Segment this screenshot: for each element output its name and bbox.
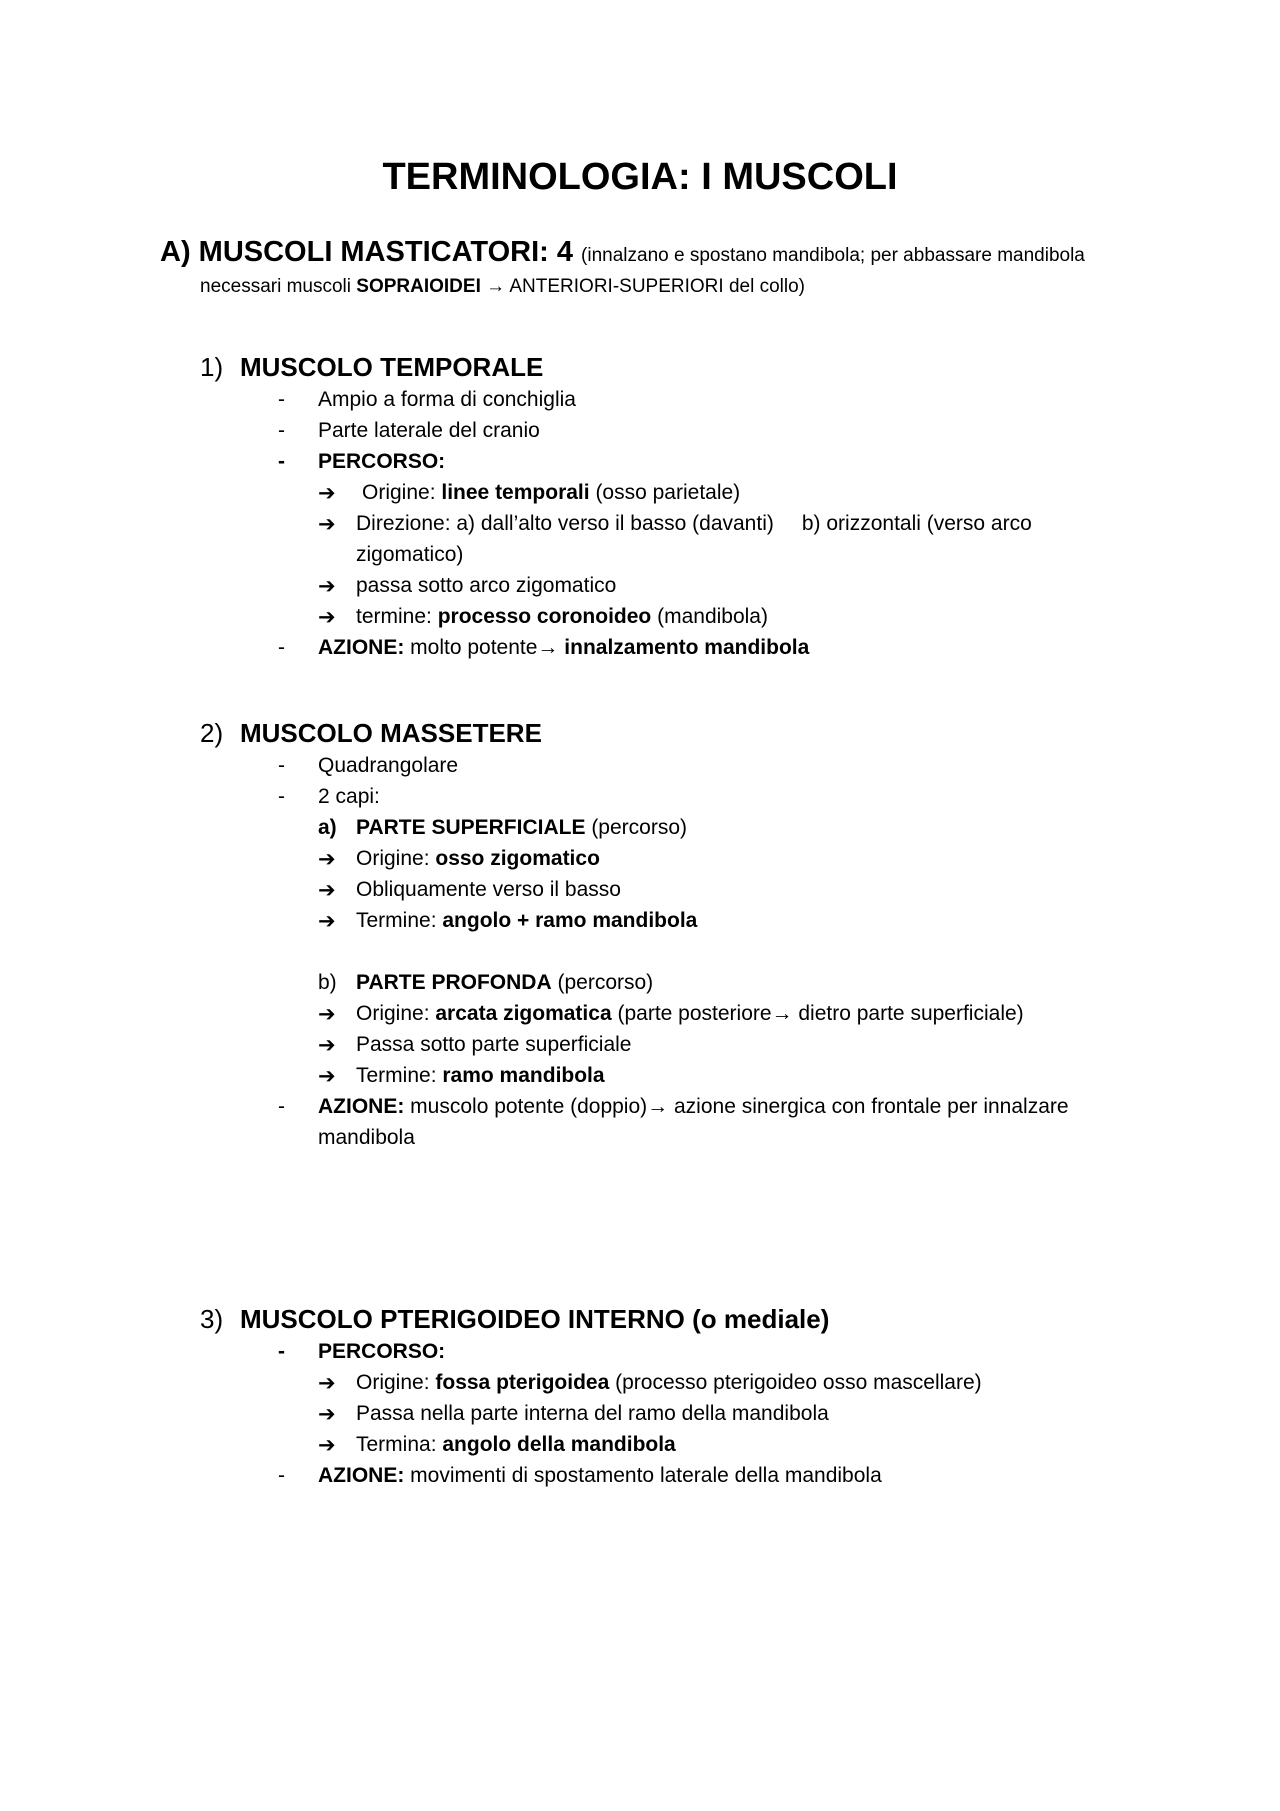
section-a-note: (innalzano e spostano mandibola; per abbassare mandibola [581, 245, 1085, 266]
m1-termination: termine: processo coronoideo (mandibola) [356, 605, 768, 628]
page-title: TERMINOLOGIA: I MUSCOLI [382, 156, 898, 198]
arrow-icon: ➔ [318, 1403, 336, 1426]
m1-percorso-label: PERCORSO: [318, 450, 446, 473]
m3-action: AZIONE: movimenti di spostamento laterale della mandibola [318, 1464, 882, 1487]
bullet-dash: - [278, 785, 285, 808]
m2-item: 2 capi: [318, 785, 380, 808]
bullet-dash: - [278, 1095, 285, 1118]
arrow-icon: ➔ [318, 575, 336, 598]
m2-part-deep: PARTE PROFONDA (percorso) [356, 971, 654, 994]
m2-sup-termination: Termine: angolo + ramo mandibola [356, 909, 698, 932]
arrow-icon: ➔ [318, 879, 336, 902]
bullet-dash: - [278, 636, 285, 659]
section-a-heading: A) MUSCOLI MASTICATORI: 4 (innalzano e spostano mandibola; per abbassare mandibola [160, 236, 1085, 268]
sublist-label: a) [318, 816, 337, 839]
arrow-icon: ➔ [318, 482, 336, 505]
m1-item: Parte laterale del cranio [318, 419, 540, 442]
m2-item: Quadrangolare [318, 754, 459, 777]
bullet-dash: - [278, 1464, 285, 1487]
arrow-icon: ➔ [318, 606, 336, 629]
bullet-dash: - [278, 1340, 285, 1363]
m1-path: passa sotto arco zigomatico [356, 574, 617, 597]
m1-direction-cont: zigomatico) [356, 543, 464, 566]
arrow-icon: ➔ [318, 1372, 336, 1395]
arrow-icon: ➔ [318, 848, 336, 871]
m1-origin: Origine: linee temporali (osso parietale) [362, 481, 741, 504]
arrow-icon: ➔ [318, 910, 336, 933]
section-a-note-continued: necessari muscoli SOPRAIOIDEI → ANTERIORI-SUPERIORI del collo) [200, 276, 805, 297]
m2-deep-termination: Termine: ramo mandibola [356, 1064, 605, 1087]
arrow-icon: ➔ [318, 1065, 336, 1088]
arrow-icon: ➔ [318, 513, 336, 536]
m1-item: Ampio a forma di conchiglia [318, 388, 576, 411]
m2-sup-origin: Origine: osso zigomatico [356, 847, 600, 870]
bullet-dash: - [278, 419, 285, 442]
m2-part-superficial: PARTE SUPERFICIALE (percorso) [356, 816, 688, 839]
m3-percorso-label: PERCORSO: [318, 1340, 446, 1363]
m2-action: AZIONE: muscolo potente (doppio)→ azione sinergica con frontale per innalzare [318, 1095, 1069, 1118]
m1-direction: Direzione: a) dall’alto verso il basso (davanti) b) orizzontali (verso arco [356, 512, 1032, 535]
bullet-dash: - [278, 450, 285, 473]
m2-action-cont: mandibola [318, 1126, 415, 1149]
arrow-icon: ➔ [318, 1434, 336, 1457]
muscle-3-heading: 3) MUSCOLO PTERIGOIDEO INTERNO (o mediale) [200, 1304, 830, 1334]
bullet-dash: - [278, 388, 285, 411]
m2-deep-origin: Origine: arcata zigomatica (parte posteriore→ dietro parte superficiale) [356, 1002, 1024, 1025]
m3-path: Passa nella parte interna del ramo della mandibola [356, 1402, 829, 1425]
arrow-icon: ➔ [318, 1003, 336, 1026]
sublist-label: b) [318, 971, 337, 994]
arrow-icon: ➔ [318, 1034, 336, 1057]
m1-action: AZIONE: molto potente→ innalzamento mandibola [318, 636, 810, 659]
m3-termination: Termina: angolo della mandibola [356, 1433, 676, 1456]
m2-sup-path: Obliquamente verso il basso [356, 878, 621, 901]
bullet-dash: - [278, 754, 285, 777]
muscle-1-heading: 1) MUSCOLO TEMPORALE [200, 352, 544, 382]
muscle-2-heading: 2) MUSCOLO MASSETERE [200, 718, 542, 748]
m2-deep-path: Passa sotto parte superficiale [356, 1033, 632, 1056]
m3-origin: Origine: fossa pterigoidea (processo pterigoideo osso mascellare) [356, 1371, 982, 1394]
